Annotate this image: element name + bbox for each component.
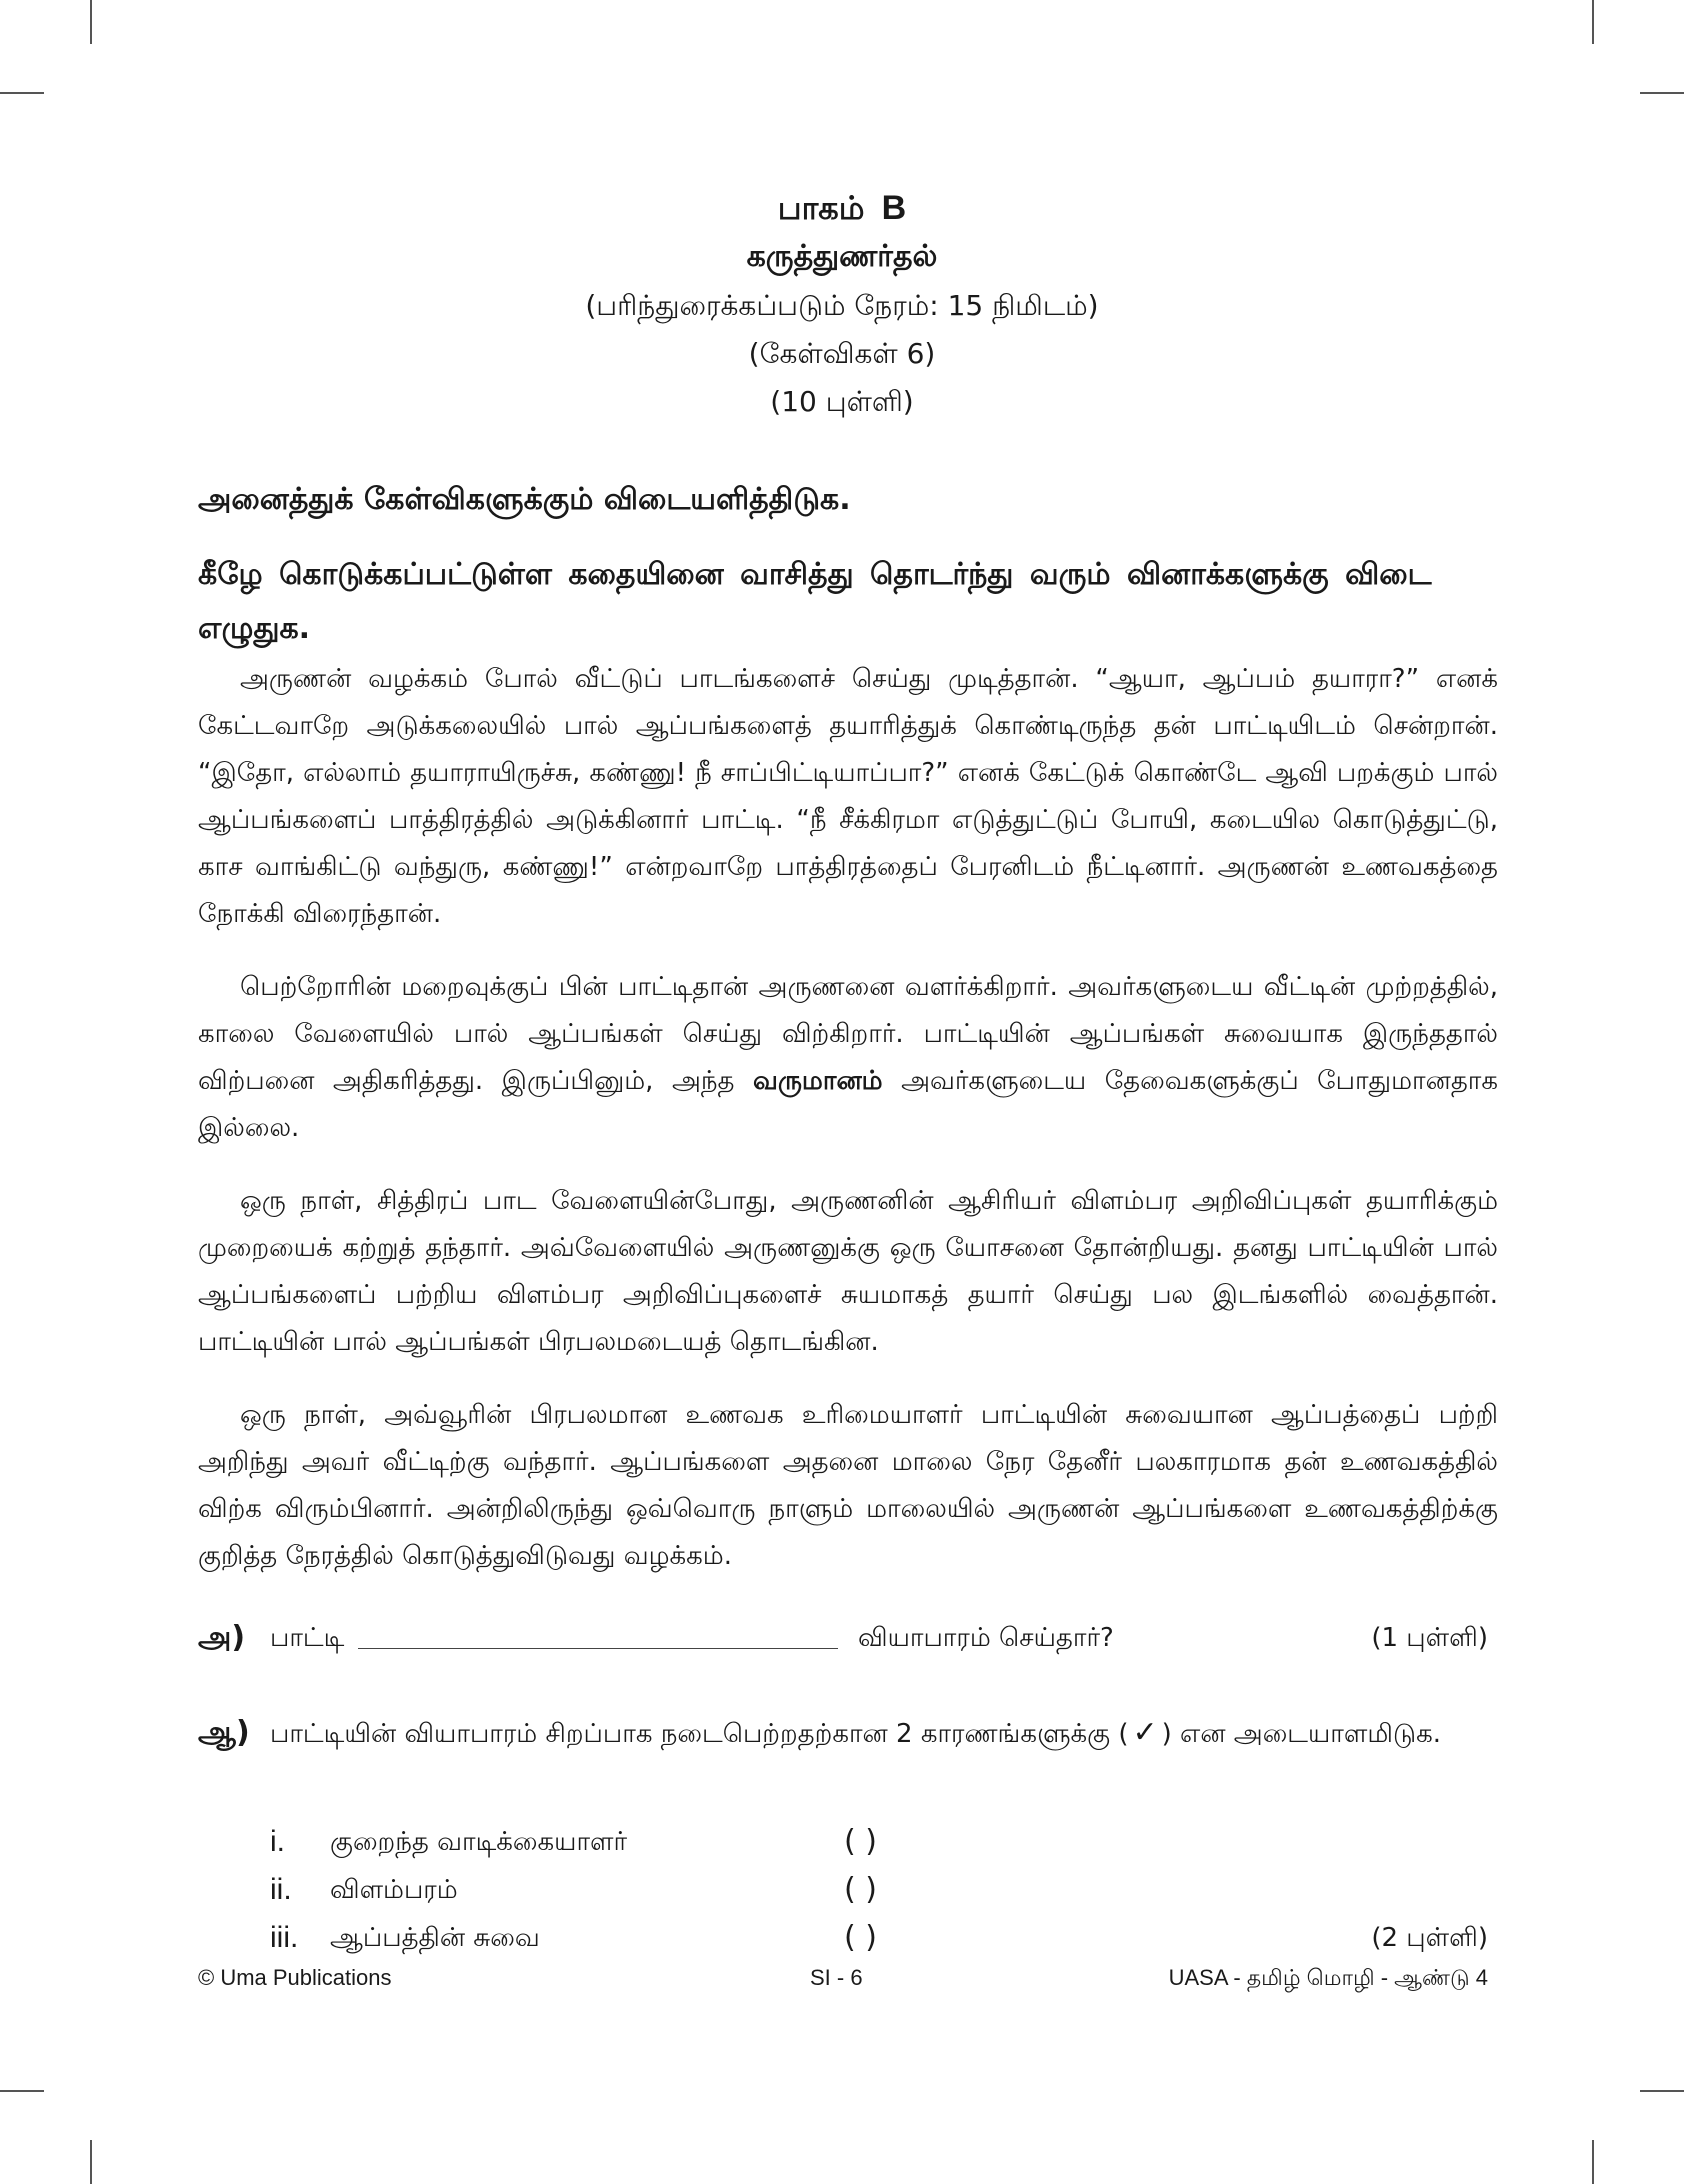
option-checkbox[interactable]: ( ) [844, 1872, 877, 1907]
story-paragraph: பெற்றோரின் மறைவுக்குப் பின் பாட்டிதான் அருணனை வளர்க்கிறார். அவர்களுடைய வீட்டின் முற்றத்தில், காலை வேளையில் பால் ஆப்பங்கள் செய்து விற்கிறார். பாட்டியின் ஆப்பங்கள் சுவையாக இருந்ததால் விற்பனை அதிகரித்தது. இருப்பினும், அந்த வருமானம் அவர்களுடைய தேவைகளுக்குப் போதுமானதாக இல்லை. [198, 972, 1498, 1143]
option-checkbox[interactable]: ( ) [844, 1824, 877, 1859]
section-header [0, 184, 1684, 426]
question-a [198, 1614, 1488, 1662]
option-label: ஆப்பத்தின் சுவை [330, 1923, 540, 1953]
option-number: iii. [270, 1921, 299, 1954]
story-paragraph: ஒரு நாள், அவ்வூரின் பிரபலமான உணவக உரிமையாளர் பாட்டியின் சுவையான ஆப்பத்தைப் பற்றி அறிந்து அவர் வீட்டிற்கு வந்தார். ஆப்பங்களை அதனை மாலை நேர தேனீர் பலகாரமாக தன் உணவகத்தில் விற்க விரும்பினார். அன்றிலிருந்து ஒவ்வொரு நாளும் மாலையில் அருணன் ஆப்பங்களை உணவகத்திற்க்கு குறித்த நேரத்தில் கொடுத்துவிடுவது வழக்கம். [198, 1400, 1499, 1571]
checkmark-icon: ✓ [1132, 1715, 1158, 1750]
story-passage [198, 656, 1498, 1606]
crop-mark [0, 2090, 44, 2092]
instruction-read-story: கீழே கொடுக்கப்பட்டுள்ள கதையினை வாசித்து தொடர்ந்து வரும் வினாக்களுக்கு விடை எழுதுக. [198, 557, 1432, 646]
highlighted-word: வருமானம் [752, 1066, 883, 1096]
part-label: பாகம் [777, 189, 865, 227]
question-text: பாட்டியின் வியாபாரம் சிறப்பாக நடைபெற்றதற்கான 2 காரணங்களுக்கு ( ✓ ) என அடையாளமிடுக. [270, 1708, 1470, 1759]
option-label: குறைந்த வாடிக்கையாளர் [330, 1827, 628, 1857]
answer-option [270, 1866, 1488, 1914]
instruction-answer-all: அனைத்துக் கேள்விகளுக்கும் விடையளித்திடுக. [198, 482, 851, 517]
option-checkbox[interactable]: ( ) [844, 1920, 877, 1955]
crop-mark [90, 2140, 92, 2184]
question-text-after: வியாபாரம் செய்தார்? [858, 1623, 1114, 1653]
part-letter: B [881, 189, 907, 227]
part-heading [0, 184, 1684, 232]
page-number: SI - 6 [810, 1965, 863, 1990]
question-marks: (1 புள்ளி) [1371, 1623, 1488, 1653]
crop-mark [1592, 2140, 1594, 2184]
option-label: விளம்பரம் [330, 1875, 458, 1905]
answer-option [270, 1818, 1488, 1866]
suggested-time: (பரிந்துரைக்கப்படும் நேரம்: 15 நிமிடம்) [585, 289, 1099, 322]
exam-subject: UASA - தமிழ் மொழி - ஆண்டு 4 [1168, 1965, 1488, 1990]
option-number: i. [270, 1825, 285, 1858]
option-number: ii. [270, 1873, 292, 1906]
question-text-before: பாட்டி [270, 1623, 345, 1653]
story-paragraph: ஒரு நாள், சித்திரப் பாட வேளையின்போது, அருணனின் ஆசிரியர் விளம்பர அறிவிப்புகள் தயாரிக்கும் முறையைக் கற்றுத் தந்தார். அவ்வேளையில் அருணனுக்கு ஒரு யோசனை தோன்றியது. தனது பாட்டியின் பால் ஆப்பங்களைப் பற்றிய விளம்பர அறிவிப்புகளைச் சுயமாகத் தயார் செய்து பல இடங்களில் வைத்தான். பாட்டியின் பால் ஆப்பங்கள் பிரபலமடையத் தொடங்கின. [198, 1186, 1498, 1357]
story-paragraph: அருணன் வழக்கம் போல் வீட்டுப் பாடங்களைச் செய்து முடித்தான். “ஆயா, ஆப்பம் தயாரா?” எனக் கேட்டவாறே அடுக்கலையில் பால் ஆப்பங்களைத் தயாரித்துக் கொண்டிருந்த தன் பாட்டியிடம் சென்றான். “இதோ, எல்லாம் தயாராயிருச்சு, கண்ணு! நீ சாப்பிட்டியாப்பா?” எனக் கேட்டுக் கொண்டே ஆவி பறக்கும் பால் ஆப்பங்களைப் பாத்திரத்தில் அடுக்கினார் பாட்டி. “நீ சீக்கிரமா எடுத்துட்டுப் போயி, கடையில கொடுத்துட்டு, காச வாங்கிட்டு வந்துரு, கண்ணு!” என்றவாறே பாத்திரத்தைப் பேரனிடம் நீட்டினார். அருணன் உணவகத்தை நோக்கி விரைந்தான். [198, 664, 1498, 929]
crop-mark [1640, 92, 1684, 94]
question-count: (கேள்விகள் 6) [748, 337, 936, 370]
crop-mark [1592, 0, 1594, 44]
crop-mark [0, 92, 44, 94]
publisher: © Uma Publications [198, 1965, 392, 1990]
answer-option [270, 1914, 1488, 1962]
total-points: (10 புள்ளி) [770, 385, 914, 418]
section-title: கருத்துணர்தல் [746, 239, 938, 274]
question-marks: (2 புள்ளி) [1371, 1923, 1488, 1953]
page-footer [198, 1960, 1488, 1996]
crop-mark [90, 0, 92, 44]
question-letter: ஆ) [198, 1715, 250, 1750]
question-letter: அ) [198, 1620, 246, 1655]
answer-blank[interactable] [358, 1648, 838, 1649]
crop-mark [1640, 2090, 1684, 2092]
